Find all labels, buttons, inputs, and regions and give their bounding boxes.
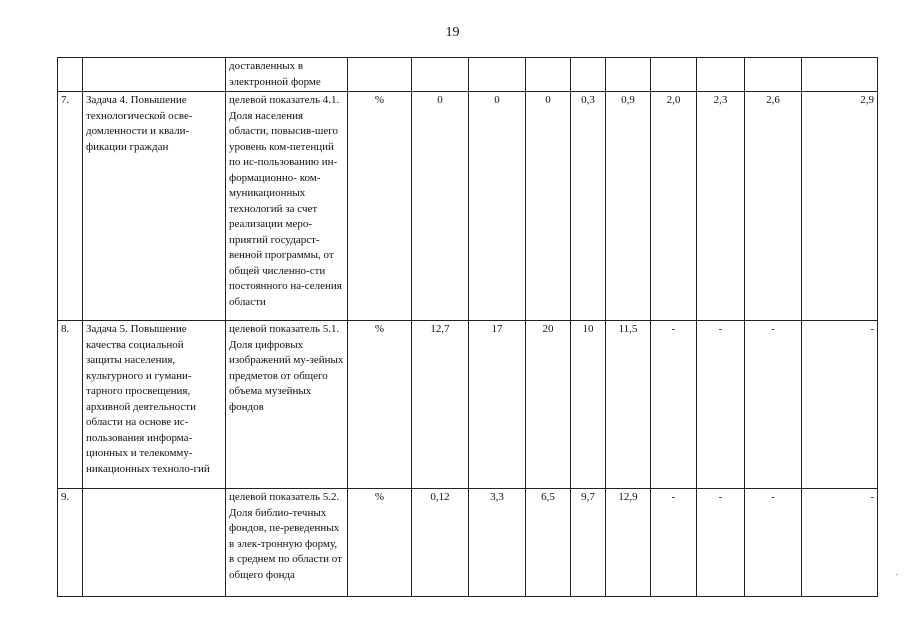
- table-row: [58, 92, 878, 321]
- cell-unit: %: [348, 321, 412, 489]
- cell-value: -: [802, 489, 878, 597]
- cell-unit: %: [348, 489, 412, 597]
- cell-value: 10: [571, 321, 606, 489]
- cell-value: 11,5: [606, 321, 651, 489]
- cell-value: 0,12: [412, 489, 469, 597]
- cell-value: 2,6: [745, 92, 802, 321]
- cell-value: 2,9: [802, 92, 878, 321]
- table-row: [58, 58, 878, 92]
- cell-value: 12,7: [412, 321, 469, 489]
- cell-value: 0,9: [606, 92, 651, 321]
- cell-task: [83, 58, 226, 92]
- cell-no: 9.: [58, 489, 83, 597]
- cell-no: 7.: [58, 92, 83, 321]
- cell-task: Задача 4. Повышение технологической осве-домленности и квали-фикации граждан: [83, 92, 226, 321]
- cell-indicator: целевой показатель 5.1. Доля цифровых изображений му-зейных предметов от общего объема музейных фондов: [226, 321, 348, 489]
- cell-no: [58, 58, 83, 92]
- cell-value: -: [651, 489, 697, 597]
- page-number: 19: [445, 25, 460, 40]
- cell-value: -: [697, 321, 745, 489]
- table-row: [58, 321, 878, 489]
- cell-value: -: [745, 489, 802, 597]
- cell-indicator: целевой показатель 4.1. Доля населения области, повысив-шего уровень ком-петенций по ис-пользованию ин-формационно- ком-муникационных технологий за счет реализации меро-приятий государст-венной программы, от общей численно-сти постоянного на-селения области: [226, 92, 348, 321]
- cell-value: 9,7: [571, 489, 606, 597]
- cell-value: 3,3: [469, 489, 526, 597]
- cell-value: -: [802, 321, 878, 489]
- cell-no: 8.: [58, 321, 83, 489]
- cell-value: -: [745, 321, 802, 489]
- cell-value: 12,9: [606, 489, 651, 597]
- cell-value: 6,5: [526, 489, 571, 597]
- cell-task: Задача 5. Повышение качества социальной защиты населения, культурного и гумани-тарного просвещения, архивной деятельности области на основе ис-пользования информа-ционных и телекомму-никационных техноло-гий: [83, 321, 226, 489]
- cell-indicator: доставленных в электронной форме: [226, 58, 348, 92]
- cell-value: 17: [469, 321, 526, 489]
- cell-value: -: [651, 321, 697, 489]
- cell-indicator: целевой показатель 5.2. Доля библио-течных фондов, пе-реведенных в элек-тронную форму, в среднем по области от общего фонда: [226, 489, 348, 597]
- cell-task: [83, 489, 226, 597]
- table-row: [58, 489, 878, 597]
- cell-value: 2,0: [651, 92, 697, 321]
- cell-value: 0: [412, 92, 469, 321]
- cell-value: 0: [526, 92, 571, 321]
- cell-value: 0: [469, 92, 526, 321]
- cell-value: 20: [526, 321, 571, 489]
- indicators-table: [57, 57, 878, 597]
- cell-value: -: [697, 489, 745, 597]
- cell-unit: %: [348, 92, 412, 321]
- margin-mark: .: [896, 568, 898, 577]
- cell-value: 0,3: [571, 92, 606, 321]
- cell-value: 2,3: [697, 92, 745, 321]
